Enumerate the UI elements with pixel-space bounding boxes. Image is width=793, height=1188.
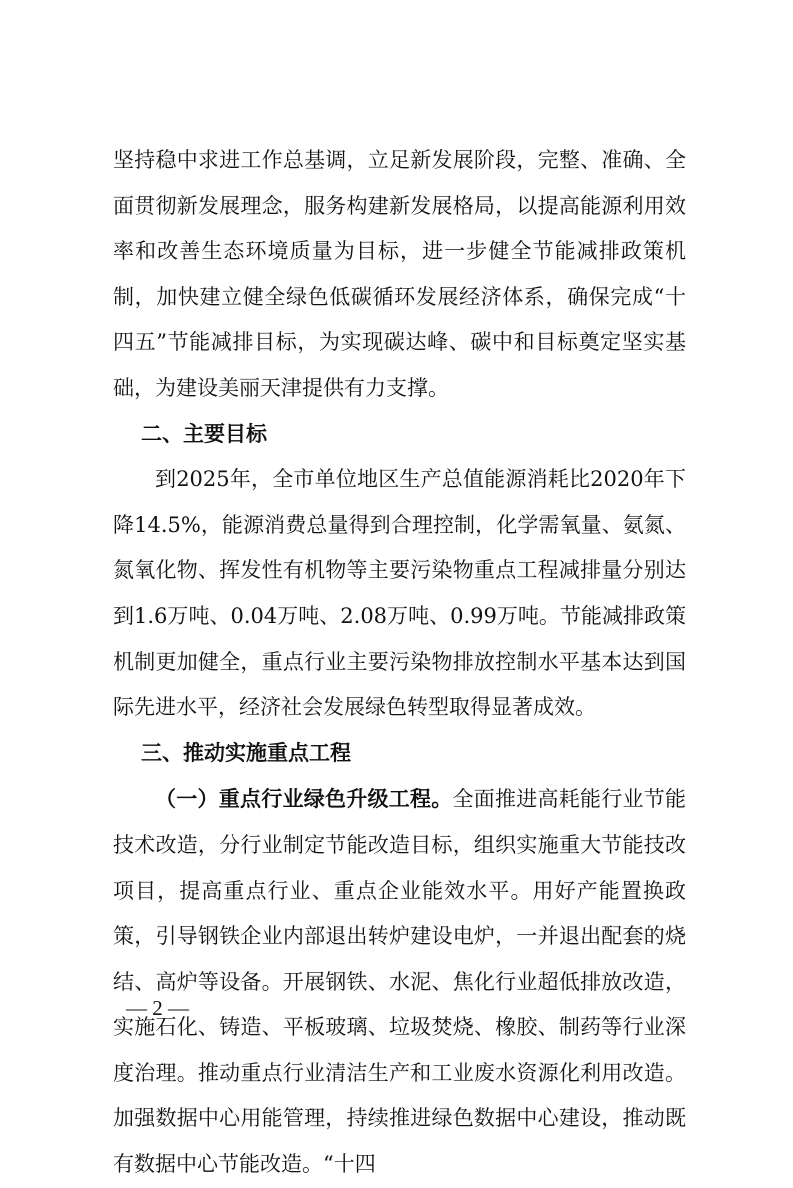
document-body (113, 138, 686, 1188)
page-number: — 2 — (126, 996, 189, 1020)
paragraph-policy-guideline: 坚持稳中求进工作总基调，立足新发展阶段，完整、准确、全面贯彻新发展理念，服务构建新发展格局，以提高能源利用效率和改善生态环境质量为目标，进一步健全节能减排政策机制，加快建立健全绿色低碳循环发展经济体系，确保完成“十四五”节能减排目标，为实现碳达峰、碳中和目标奠定坚实基础，为建设美丽天津提供有力支撑。 (113, 148, 686, 400)
paragraph-industry-upgrade (113, 776, 686, 1187)
section-heading-key-projects: 三、推动实施重点工程 (141, 740, 351, 765)
paragraph-main-targets: 到2025年，全市单位地区生产总值能源消耗比2020年下降14.5%，能源消费总量得到合理控制，化学需氧量、氨氮、氮氧化物、挥发性有机物等主要污染物重点工程减排量分别达到1.6万吨、0.04万吨、2.08万吨、0.99万吨。节能减排政策机制更加健全，重点行业主要污染物排放控制水平基本达到国际先进水平，经济社会发展绿色转型取得显著成效。 (113, 467, 686, 720)
subsection-body-industry-upgrade: 全面推进高耗能行业节能技术改造，分行业制定节能改造目标，组织实施重大节能技改项目，提高重点行业、重点企业能效水平。用好产能置换政策，引导钢铁企业内部退出转炉建设电炉，一并退出配套的烧结、高炉等设备。开展钢铁、水泥、焦化行业超低排放改造，实施石化、铸造、平板玻璃、垃圾焚烧、橡胶、制药等行业深度治理。推动重点行业清洁生产和工业废水资源化利用改造。加强数据中心用能管理，持续推进绿色数据中心建设，推动既有数据中心节能改造。“十四 (113, 787, 686, 1177)
subsection-lead-industry-upgrade: （一）重点行业绿色升级工程。 (155, 786, 453, 812)
section-heading-main-targets: 二、主要目标 (141, 421, 267, 446)
